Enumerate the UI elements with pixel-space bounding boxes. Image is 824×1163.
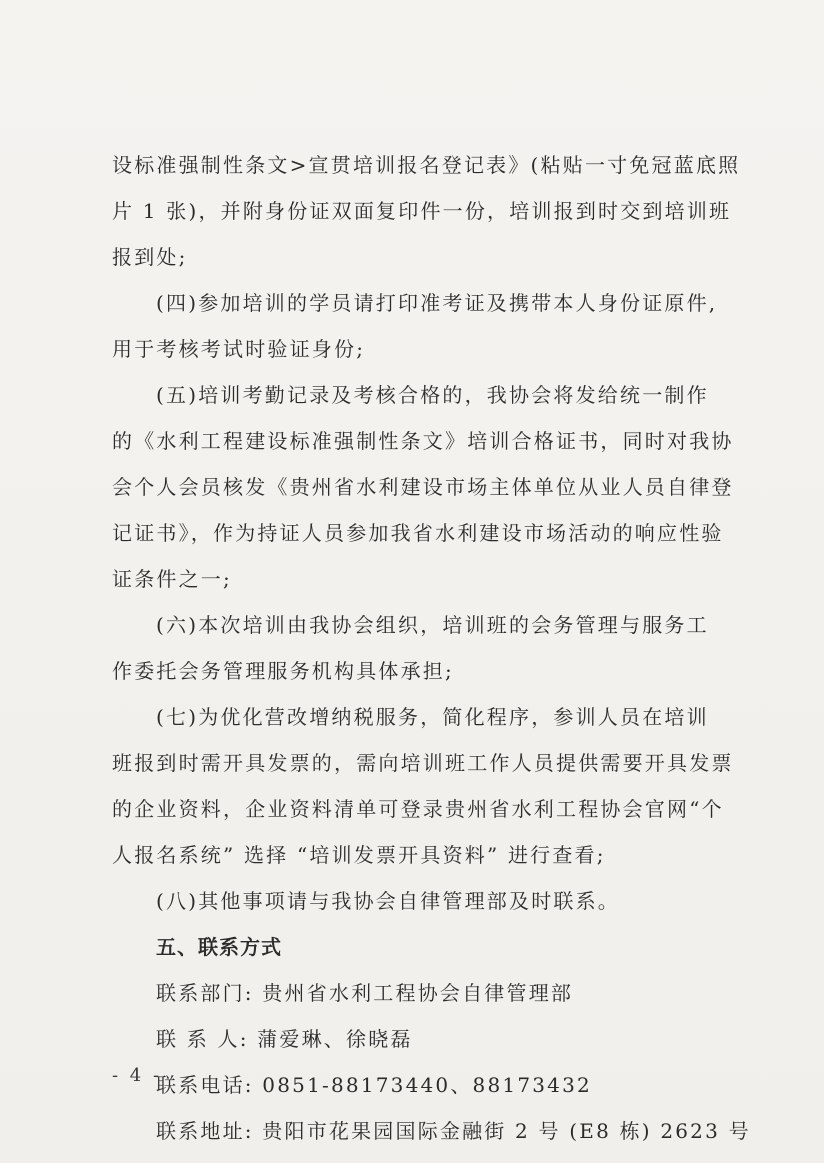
paragraph-line: (八)其他事项请与我协会自律管理部及时联系。: [156, 889, 621, 913]
contact-person: 联 系 人: 蒲爱琳、徐晓磊: [156, 1027, 413, 1051]
paragraph-line: 报到处;: [112, 245, 188, 269]
contact-phone: 联系电话: 0851-88173440、88173432: [156, 1073, 592, 1097]
section-heading: 五、联系方式: [156, 935, 282, 959]
page-number: - 4 -: [112, 1065, 163, 1086]
paragraph-line: (五)培训考勤记录及考核合格的，我协会将发给统一制作: [156, 383, 709, 407]
paragraph-line: 用于考核考试时验证身份;: [112, 337, 366, 361]
paragraph-line: 片 1 张)，并附身份证双面复印件一份，培训报到时交到培训班: [112, 199, 732, 223]
paragraph-line: 的《水利工程建设标准强制性条文》培训合格证书，同时对我协: [112, 429, 734, 453]
paragraph-line: 记证书》，作为持证人员参加我省水利建设市场活动的响应性验: [112, 521, 724, 545]
paragraph-line: 会个人会员核发《贵州省水利建设市场主体单位从业人员自律登: [112, 475, 734, 499]
paragraph-line: 设标准强制性条文>宣贯培训报名登记表》(粘贴一寸免冠蓝底照: [112, 153, 741, 177]
paragraph-line: 人报名系统” 选择 “培训发票开具资料” 进行查看;: [112, 843, 606, 867]
paragraph-line: (四)参加培训的学员请打印准考证及携带本人身份证原件,: [156, 291, 718, 315]
contact-address: 联系地址: 贵阳市花果园国际金融街 2 号 (E8 栋) 2623 号: [156, 1119, 751, 1143]
paragraph-line: (六)本次培训由我协会组织，培训班的会务管理与服务工: [156, 613, 709, 637]
paragraph-line: 证条件之一;: [112, 567, 232, 591]
paragraph-line: 的企业资料，企业资料清单可登录贵州省水利工程协会官网“个: [112, 797, 724, 821]
paragraph-line: 班报到时需开具发票的，需向培训班工作人员提供需要开具发票: [112, 751, 734, 775]
paragraph-line: (七)为优化营改增纳税服务，简化程序，参训人员在培训: [156, 705, 709, 729]
contact-department: 联系部门: 贵州省水利工程协会自律管理部: [156, 981, 574, 1005]
show-through-text: [112, 232, 732, 252]
paragraph-line: 作委托会务管理服务机构具体承担;: [112, 659, 454, 683]
